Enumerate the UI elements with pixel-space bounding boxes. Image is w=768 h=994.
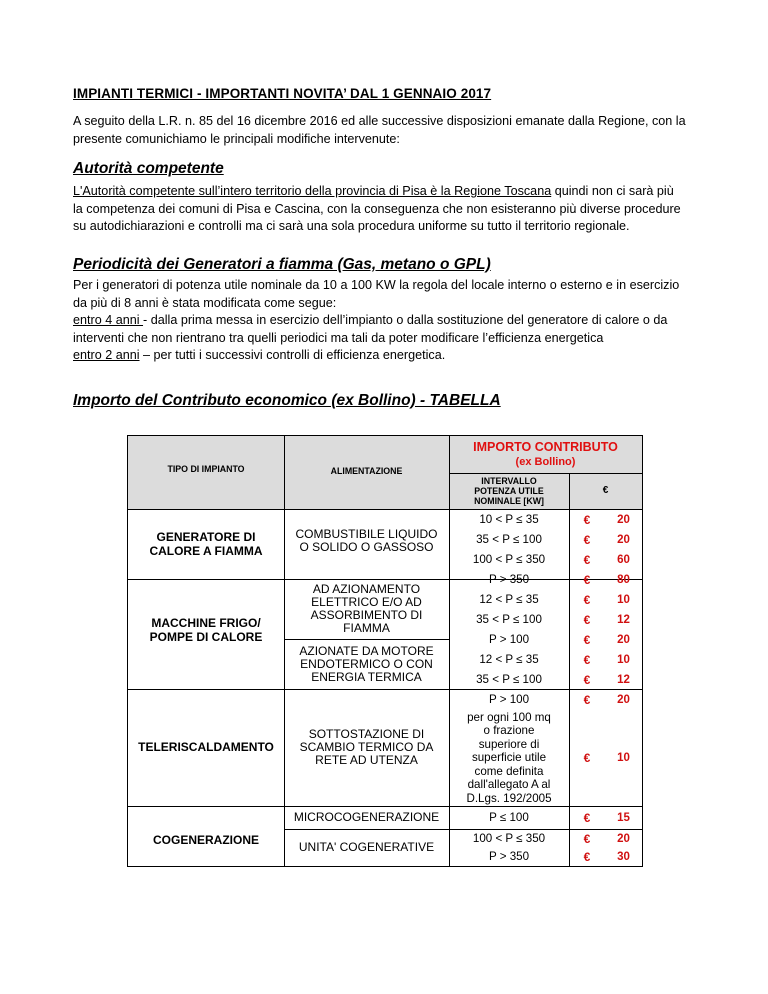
tipo-generatore [128,509,284,579]
euro-sign: € [583,593,591,607]
periodicita-text: interventi che non rientrano tra quelli periodici ma tali da poter modificare l’efficienza energetica [73,330,604,345]
alim-label: ELETTRICO E/O AD [311,595,422,609]
contribution-amount: 12 [617,674,630,686]
alim-combustibile [284,509,449,579]
section-heading-importo: Importo del Contributo economico (ex Bollino) - TABELLA [73,392,501,409]
periodicita-item-2-term: entro 2 anni [73,348,140,362]
contribution-amount: 60 [617,554,630,566]
euro-sign: € [583,533,591,547]
contribution-amount: 20 [617,534,630,546]
page-title: IMPIANTI TERMICI - IMPORTANTI NOVITA’ DAL 1 GENNAIO 2017 [73,86,492,101]
tipo-label: COGENERAZIONE [152,832,259,847]
periodicita-item-1-term: entro 4 anni [73,313,144,327]
tipo-label: GENERATORE DI [156,529,256,544]
tipo-label: TELERISCALDAMENTO [138,740,274,755]
power-range-cell [449,710,569,806]
tipo-label: MACCHINE FRIGO/ [151,615,261,630]
power-range-cell: 100 < P ≤ 350 [472,831,546,845]
euro-sign: € [583,831,591,846]
tipo-macchine-frigo [128,579,284,689]
section-heading-periodicita: Periodicità dei Generatori a fiamma (Gas, metano o GPL) [73,256,491,273]
power-range-line: superiore di [478,737,540,751]
column-header-importo [449,436,642,473]
autorita-text: su autodichiarazioni e controlli ma ci sarà una sola procedura uniforme su tutto il territorio regionale. [73,219,630,233]
alim-label: AD AZIONAMENTO [312,582,421,596]
periodicita-text: – per tutti i successivi controlli di efficienza energetica. [139,348,446,362]
alim-microcogenerazione [284,806,449,829]
contribution-amount: 10 [617,654,630,666]
autorita-text: la competenza dei comuni di Pisa e Cascina, con la conseguenza che non esisteranno più diverse procedure [73,201,681,216]
euro-sign: € [583,512,591,527]
contribution-amount: 20 [617,694,630,706]
euro-sign: € [583,693,591,707]
alim-label: FIAMMA [343,621,390,635]
alim-label: COMBUSTIBILE LIQUIDO [295,527,438,541]
alim-elettrico [284,579,449,639]
autorita-underlined-text: L'Autorità competente sull’intero territorio della provincia di Pisa è la Regione Toscana [73,184,552,198]
alim-label: MICROCOGENERAZIONE [293,810,440,824]
euro-sign: € [583,633,591,647]
power-range-line: dall'allegato A al [467,778,551,792]
intervallo-label: POTENZA UTILE [474,486,544,496]
power-range-line: D.Lgs. 192/2005 [466,791,552,805]
power-range-cell: P > 100 [488,633,530,646]
power-range-cell: 35 < P ≤ 100 [476,613,542,626]
alim-label: UNITA' COGENERATIVE [298,840,435,854]
tipo-teleriscaldamento [128,689,284,806]
contribution-amount: 10 [617,594,630,606]
intro-line: A seguito della L.R. n. 85 del 16 dicembre 2016 ed alle successive disposizioni emanate dalla Regione, con la [73,114,686,128]
importo-title: IMPORTO CONTRIBUTO [473,439,618,454]
contribution-amount: 10 [617,752,630,764]
euro-sign: € [583,573,591,587]
power-range-line: superficie utile [471,751,547,765]
alim-label: ENERGIA TERMICA [311,669,422,684]
tipo-label: CALORE A FIAMMA [149,544,263,558]
contribution-amount: 80 [617,574,630,586]
column-header-alimentazione: ALIMENTAZIONE [330,466,403,476]
euro-sign: € [583,613,591,627]
euro-sign: € [583,751,591,765]
periodicita-text: Per i generatori di potenza utile nominale da 10 a 100 KW la regola del locale interno o esterno e in esercizio [73,278,680,292]
periodicita-item-1 [73,312,703,347]
contribution-amount: 20 [617,634,630,646]
periodicita-text: - dalla prima messa in esercizio dell’impianto o dalla sostituzione del generatore di calore o da [143,313,668,327]
alim-label: SCAMBIO TERMICO DA [299,740,434,754]
power-range-cell: 12 < P ≤ 35 [479,593,539,606]
power-range-cell: P > 350 [488,850,530,863]
power-range-cell: 12 < P ≤ 35 [479,653,539,666]
power-range-cell: 35 < P ≤ 100 [476,673,542,686]
power-range-cell: 100 < P ≤ 350 [472,553,546,566]
power-range-cell: P ≤ 100 [489,810,529,824]
power-range-line: per ogni 100 mq [467,710,551,724]
power-range-line: come definita [474,764,544,778]
periodicita-text: da più di 8 anni è stata modificata come segue: [73,295,337,310]
power-range-cell: P > 350 [488,573,530,586]
euro-sign: € [583,810,591,825]
power-range-line: o frazione [483,724,535,738]
alim-label: RETE AD UTENZA [315,753,418,767]
alim-endotermico [284,639,449,689]
contribution-amount: 30 [617,851,630,863]
intro-paragraph [73,113,703,148]
alim-label: AZIONATE DA MOTORE [299,643,434,658]
contribution-amount: 20 [617,832,630,845]
alim-sottostazione [284,689,449,806]
column-header-euro: € [602,485,609,496]
periodicita-paragraph [73,277,703,312]
contributo-table [127,435,643,867]
euro-sign: € [583,850,591,864]
section-heading-autorita: Autorità competente [73,160,224,177]
euro-sign: € [583,673,591,687]
autorita-text: quindi non ci sarà più [551,184,674,198]
alim-label: SOTTOSTAZIONE DI [308,727,425,741]
contribution-amount: 12 [617,614,630,626]
euro-sign: € [583,653,591,667]
power-range-cell: P > 100 [488,693,530,706]
column-header-intervallo [449,473,569,509]
tipo-label: POMPE DI CALORE [149,630,263,644]
periodicita-item-2 [73,347,703,365]
contribution-amount: 15 [617,811,630,824]
euro-sign: € [583,553,591,567]
alim-unita-cogenerative [284,829,449,866]
intervallo-label: INTERVALLO [481,476,537,486]
column-header-tipo: TIPO DI IMPIANTO [167,464,245,474]
importo-subtitle: (ex Bollino) [515,455,576,468]
tipo-cogenerazione [128,806,284,866]
intro-line: presente comunichiamo le principali modifiche intervenute: [73,131,400,146]
alim-label: O SOLIDO O GASSOSO [299,540,434,554]
power-range-cell: 10 < P ≤ 35 [479,512,539,526]
alim-label: ENDOTERMICO O CON [300,656,433,671]
alim-label: ASSORBIMENTO DI [310,608,423,622]
intervallo-label: NOMINALE [KW] [474,496,544,506]
power-range-cell: 35 < P ≤ 100 [476,533,542,546]
autorita-paragraph [73,183,703,236]
contribution-amount: 20 [617,513,630,526]
